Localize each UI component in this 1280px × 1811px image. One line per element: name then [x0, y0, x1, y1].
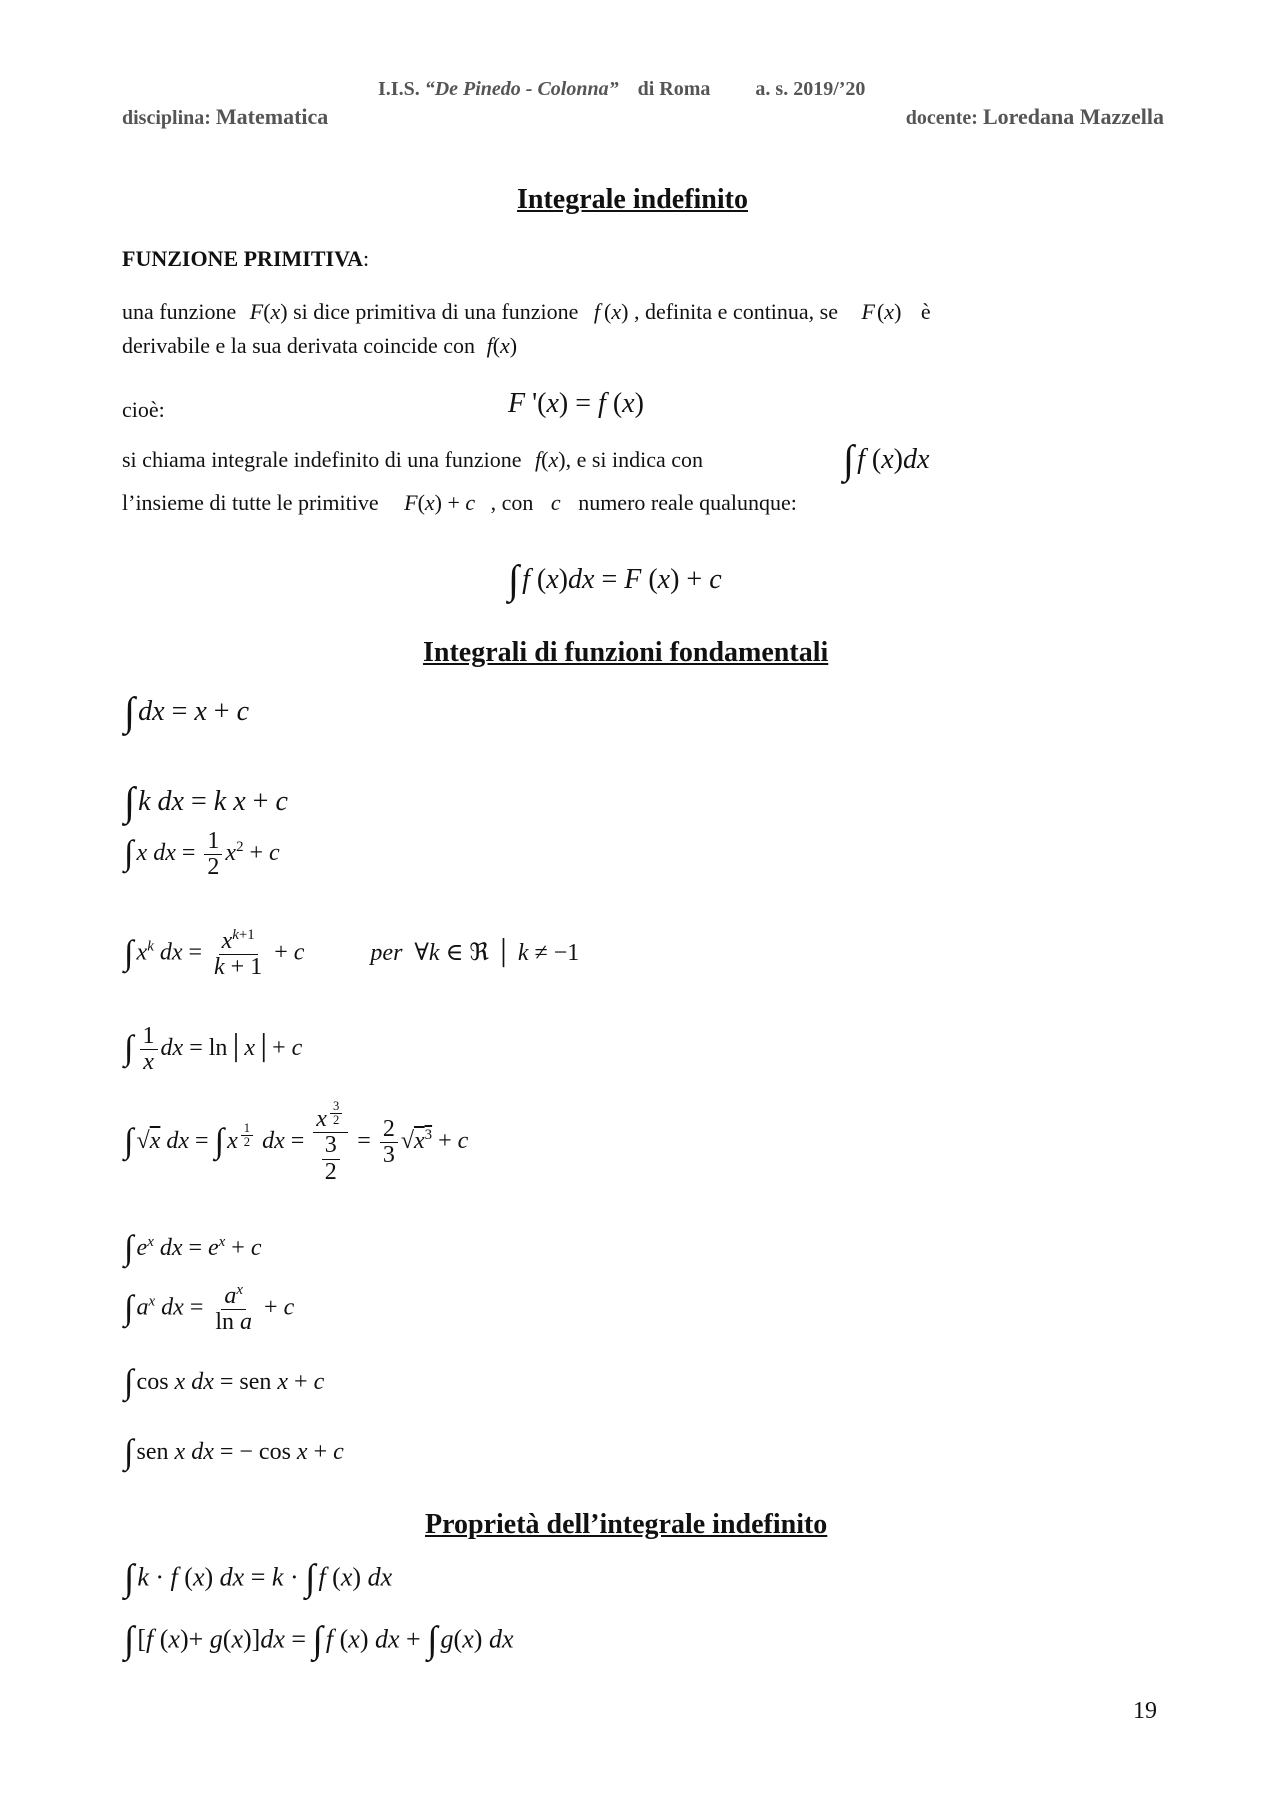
section-title-integrali-fondamentali: Integrali di funzioni fondamentali — [423, 637, 829, 668]
formula-integral-sen: ∫ sen x dx = − cos x + c — [124, 1432, 344, 1471]
formula-integral-k: ∫ k dx = k x + c — [124, 779, 288, 824]
header-school-line: I.I.S. “De Pinedo - Colonna” di Roma a. s. 2019/’20 — [378, 78, 866, 100]
paragraph-line-1: una funzione F(x) si dice primitiva di una funzione f (x) , definita e continua, se F(x) è — [122, 299, 931, 324]
property-linearity-constant: ∫ k · f (x) dx = k · ∫ f (x) dx — [124, 1557, 393, 1599]
cioe-label: cioè: — [122, 397, 165, 422]
header-teacher: docente: Loredana Mazzella — [905, 104, 1164, 129]
paragraph-line-2: derivabile e la sua derivata coincide con f(x) — [122, 333, 518, 358]
indefinite-integral-definition: ∫ f (x)dx = F (x) + c — [508, 557, 722, 602]
formula-integral-x: ∫ x dx = $\frac{1}{2}$ $x^2 + c$ — [124, 828, 280, 881]
formula-integral-power: ∫ $x^k$ dx = $\frac{x^{k+1}}{k + 1}$ + c per ∀k ∈ ℜ │ k ≠ −1 — [124, 927, 580, 981]
page-number: 19 — [1133, 1698, 1157, 1724]
derivative-formula: F '(x) = f (x) — [508, 388, 644, 419]
formula-integral-ax: ∫ $a^x$ dx = $\frac{a^x}{\text{ln a}}$ + c — [124, 1282, 295, 1336]
formula-integral-dx: ∫ dx = x + c — [124, 689, 250, 734]
paragraph-line-4: l’insieme di tutte le primitive F(x) + c , con c numero reale qualunque: — [122, 490, 797, 515]
subtitle-funzione-primitiva: FUNZIONE PRIMITIVA: — [122, 246, 370, 271]
section-title-proprieta: Proprietà dell’integrale indefinito — [425, 1509, 828, 1540]
property-linearity-sum: ∫ [f (x)+ g(x)]dx = ∫ f (x) dx + ∫ g(x) dx — [124, 1619, 514, 1661]
formula-integral-sqrt: ∫ √x dx = ∫ x $^{\frac{1}{2}}$ dx = x $^{\frac{3}{2}}$ $\frac{3}{2}$ = $\frac{2}{3}$ $√x^3 + c$ — [124, 1099, 469, 1185]
section-title-integrale-indefinito: Integrale indefinito — [517, 184, 748, 215]
paragraph-line-3: si chiama integrale indefinito di una funzione f(x), e si indica con — [122, 447, 704, 472]
formula-integral-cos: ∫ cos x dx = sen x + c — [124, 1362, 325, 1401]
formula-integral-reciprocal: ∫ $\frac{1}{x}$ dx = ln│x│+ c — [124, 1023, 303, 1076]
header-discipline: disciplina: Matematica — [122, 104, 329, 129]
formula-integral-exp: ∫ $e^x$ dx = $e^x + c$ — [124, 1228, 262, 1267]
integral-notation: ∫ f (x)dx — [843, 437, 930, 482]
